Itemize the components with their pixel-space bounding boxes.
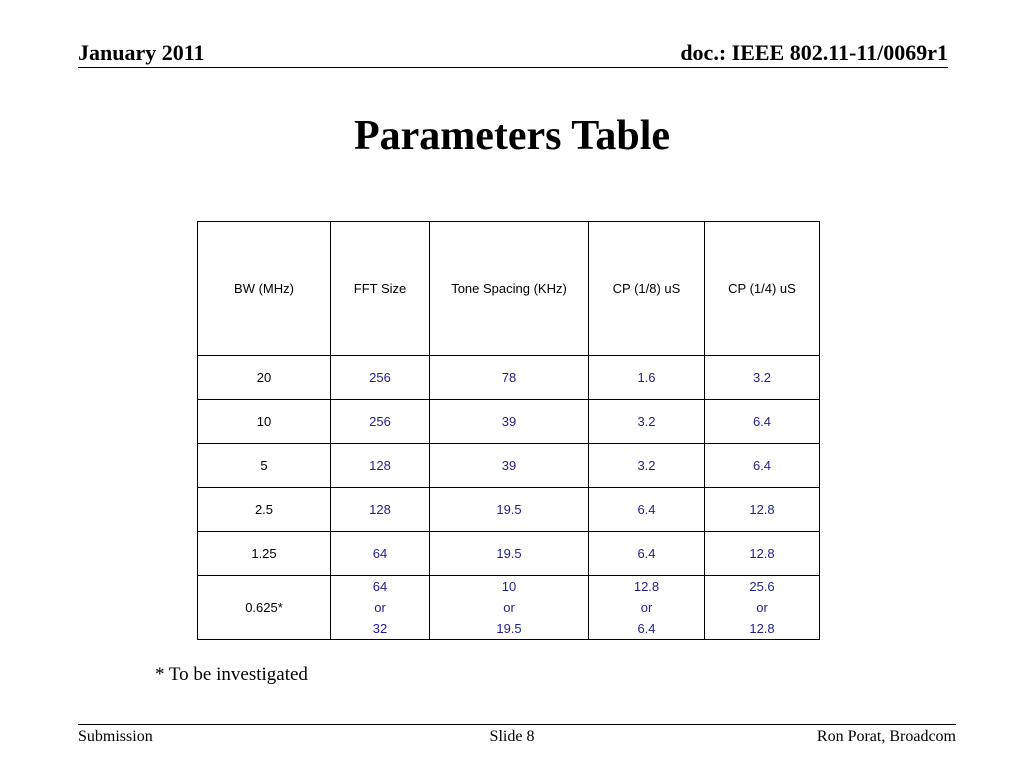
table-body xyxy=(198,356,820,640)
cell-line: 10 xyxy=(501,579,517,594)
cell-line: 6.4 xyxy=(637,546,656,561)
cell-line: 39 xyxy=(501,414,517,429)
footnote: * To be investigated xyxy=(155,664,308,685)
cell-line: 1.6 xyxy=(637,370,656,385)
cell-line: or xyxy=(756,600,768,615)
cell-line: 12.8 xyxy=(749,502,775,517)
table-cell xyxy=(705,532,820,576)
table-cell xyxy=(331,400,430,444)
table-cell xyxy=(331,444,430,488)
cell-line: 128 xyxy=(369,502,391,517)
table-cell xyxy=(331,576,430,640)
table-cell xyxy=(198,488,331,532)
table-cell xyxy=(198,400,331,444)
cell-line: 32 xyxy=(372,621,388,636)
cell-line: 5 xyxy=(260,458,268,473)
cell-line: or xyxy=(503,600,515,615)
table-cell xyxy=(331,356,430,400)
column-header: BW (MHz) xyxy=(198,222,331,356)
table-row xyxy=(198,356,820,400)
cell-line: 64 xyxy=(372,546,388,561)
table-cell xyxy=(589,356,705,400)
header-divider xyxy=(78,67,948,68)
table-cell xyxy=(589,532,705,576)
table-cell xyxy=(198,356,331,400)
header-date: January 2011 xyxy=(78,40,205,65)
cell-line: 39 xyxy=(501,458,517,473)
table-cell xyxy=(430,576,589,640)
cell-line: 78 xyxy=(501,370,517,385)
cell-line: 256 xyxy=(369,370,391,385)
table-cell xyxy=(430,400,589,444)
footer-slide-number: Slide 8 xyxy=(489,728,535,745)
table-row xyxy=(198,532,820,576)
header-doc-id: doc.: IEEE 802.11-11/0069r1 xyxy=(680,40,948,65)
table-cell xyxy=(589,576,705,640)
cell-line: 3.2 xyxy=(752,370,772,385)
table-cell xyxy=(589,444,705,488)
table-row xyxy=(198,444,820,488)
table-cell xyxy=(430,488,589,532)
table-row xyxy=(198,488,820,532)
table-cell xyxy=(589,400,705,444)
cell-line: or xyxy=(640,600,653,615)
cell-line: 19.5 xyxy=(496,502,522,517)
cell-line: 12.8 xyxy=(749,546,775,561)
column-header: CP (1/4) uS xyxy=(705,222,820,356)
cell-line: 128 xyxy=(369,458,391,473)
cell-line: 6.4 xyxy=(752,414,772,429)
cell-line: 6.4 xyxy=(637,621,656,636)
cell-line: 20 xyxy=(256,370,272,385)
footer-divider xyxy=(78,724,956,725)
table-cell xyxy=(589,488,705,532)
cell-line: 2.5 xyxy=(254,502,274,517)
cell-line: 10 xyxy=(256,414,272,429)
table-cell xyxy=(705,356,820,400)
cell-line: 64 xyxy=(372,579,388,594)
table-cell xyxy=(430,444,589,488)
cell-line: 3.2 xyxy=(637,414,656,429)
cell-line: 19.5 xyxy=(496,621,522,636)
table-cell xyxy=(705,488,820,532)
slide-title: Parameters Table xyxy=(353,113,671,159)
table-cell xyxy=(198,576,331,640)
table-cell xyxy=(705,400,820,444)
table-header-row xyxy=(198,222,820,356)
cell-line: 0.625* xyxy=(245,600,283,615)
table-cell xyxy=(198,444,331,488)
cell-line: 3.2 xyxy=(637,458,656,473)
footer-submission: Submission xyxy=(78,728,153,745)
column-header: CP (1/8) uS xyxy=(589,222,705,356)
cell-line: 1.25 xyxy=(251,546,277,561)
column-header: Tone Spacing (KHz) xyxy=(430,222,589,356)
parameters-table xyxy=(197,221,820,640)
cell-line: 256 xyxy=(369,414,391,429)
table-cell xyxy=(430,532,589,576)
table-row xyxy=(198,576,820,640)
table-cell xyxy=(430,356,589,400)
cell-line: 6.4 xyxy=(637,502,656,517)
table-row xyxy=(198,400,820,444)
table-cell xyxy=(198,532,331,576)
column-header: FFT Size xyxy=(331,222,430,356)
table-cell xyxy=(705,576,820,640)
footer-author: Ron Porat, Broadcom xyxy=(816,728,956,745)
cell-line: 25.6 xyxy=(749,579,775,594)
cell-line: or xyxy=(374,600,386,615)
cell-line: 12.8 xyxy=(749,621,775,636)
table-cell xyxy=(705,444,820,488)
table-cell xyxy=(331,488,430,532)
cell-line: 6.4 xyxy=(752,458,772,473)
table-cell xyxy=(331,532,430,576)
cell-line: 12.8 xyxy=(633,579,660,594)
cell-line: 19.5 xyxy=(496,546,522,561)
